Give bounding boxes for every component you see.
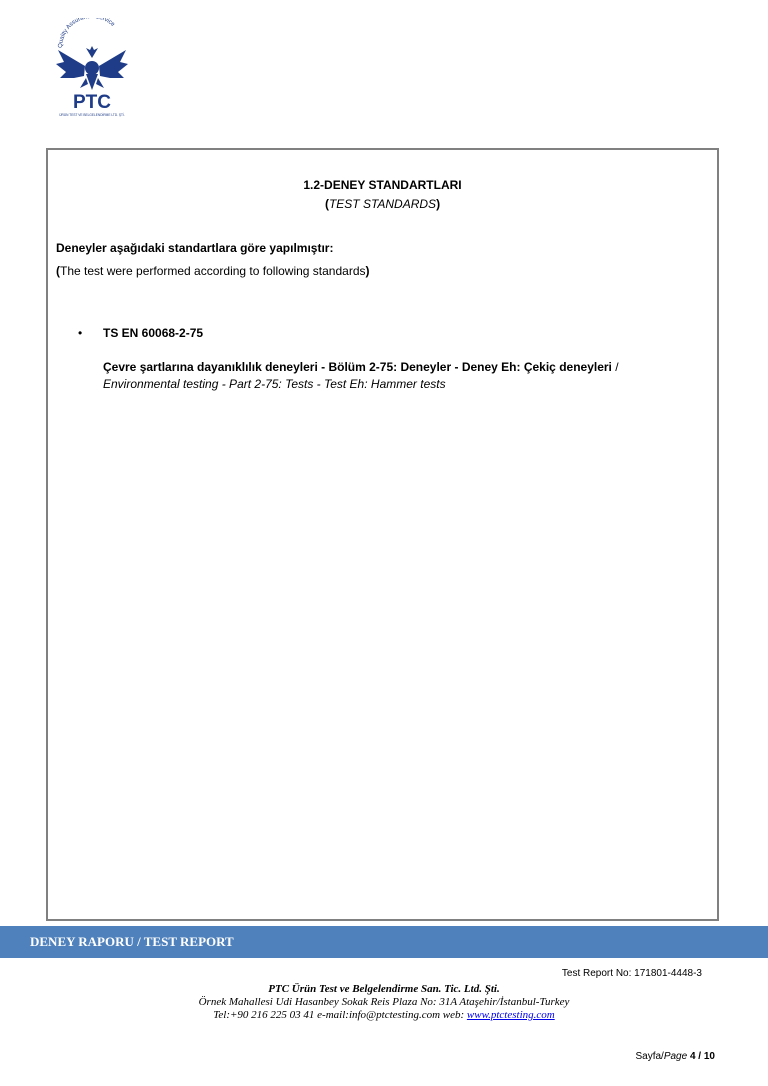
report-band <box>0 926 768 958</box>
section-subtitle: (TEST STANDARDS) <box>324 197 441 211</box>
website-link[interactable]: www.ptctesting.com <box>466 1009 555 1021</box>
intro-turkish: Deneyler aşağıdaki standartlara göre yapılmıştır: <box>56 241 334 255</box>
standard-separator: / <box>615 360 619 374</box>
footer-contact <box>0 1009 768 1021</box>
standard-title-tr: Çevre şartlarına dayanıklılık deneyleri - Bölüm 2-75: Deneyler - Deney Eh: Çekiç deneyleri <box>103 360 612 374</box>
ptc-eagle-icon <box>50 18 134 122</box>
footer-contact-text: Tel:+90 216 225 03 41 e-mail:info@ptctesting.com web: <box>213 1009 467 1021</box>
svg-text:Quality Assurance Service <box>58 18 116 48</box>
ptc-logo <box>50 18 134 122</box>
section-title: 1.2-DENEY STANDARTLARI <box>303 178 462 192</box>
logo-company-small: ÜRÜN TEST VE BELGELENDİRME LTD. ŞTİ. <box>59 113 125 117</box>
section-subtitle-en: TEST STANDARDS <box>328 197 437 211</box>
page-total: 10 <box>703 1051 715 1062</box>
intro-english-text: The test were performed according to following standards <box>60 264 366 278</box>
footer-company: PTC Ürün Test ve Belgelendirme San. Tic. Ltd. Şti. <box>268 983 500 995</box>
page-current: 4 <box>689 1051 696 1062</box>
band-title: DENEY RAPORU / TEST REPORT <box>30 934 234 949</box>
page-number <box>635 1051 715 1062</box>
page-label-en: Page <box>663 1051 688 1062</box>
intro-english: (The test were performed according to following standards) <box>56 264 370 278</box>
standard-description-en: Environmental testing - Part 2-75: Tests - Test Eh: Hammer tests <box>103 377 446 391</box>
page-label: Sayfa/ <box>635 1051 664 1062</box>
logo-brand: PTC <box>73 92 111 113</box>
bullet-icon: • <box>78 326 83 340</box>
standard-description-tr <box>103 360 619 374</box>
standard-code: TS EN 60068-2-75 <box>103 326 204 340</box>
footer-address: Örnek Mahallesi Udi Hasanbey Sokak Reis Plaza No: 31A Ataşehir/İstanbul-Turkey <box>198 996 570 1008</box>
page-separator: / <box>695 1051 704 1062</box>
content-frame <box>46 148 719 921</box>
logo-arc-text: Quality Assura ervice <box>57 18 116 49</box>
report-number: Test Report No: 171801-4448-3 <box>561 968 702 979</box>
